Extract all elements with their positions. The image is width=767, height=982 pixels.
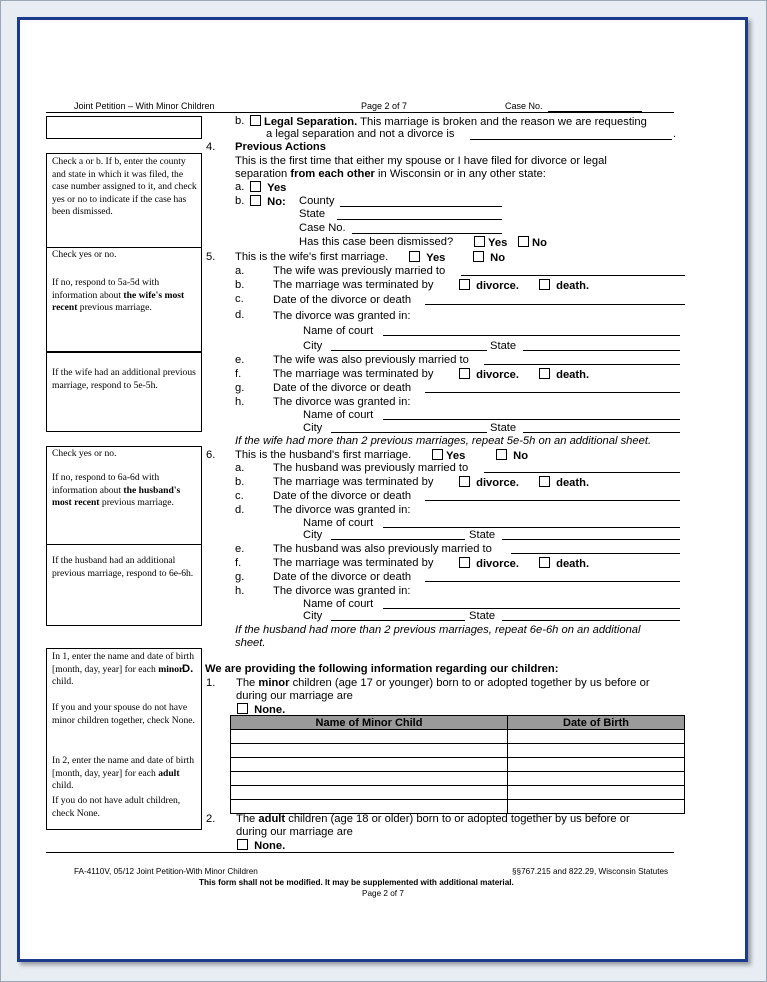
child-dob-cell[interactable] xyxy=(508,786,685,800)
s6-f-letter: f. xyxy=(235,557,242,569)
s5-f-death: death. xyxy=(539,368,589,382)
s6-e-field[interactable] xyxy=(511,553,680,554)
sidenote-box-3 xyxy=(46,352,202,432)
s6-city2-label: City xyxy=(303,610,323,622)
s6-state-label: State xyxy=(469,529,496,541)
table-row xyxy=(231,730,685,744)
s5-e-label: The wife was also previously married to xyxy=(273,354,469,366)
s6-e-letter: e. xyxy=(235,543,245,555)
s5-city-field[interactable] xyxy=(331,350,487,351)
s6-state-field[interactable] xyxy=(502,539,680,540)
sidenote-box-6 xyxy=(46,648,202,830)
s4-caseno-label: Case No. xyxy=(299,222,346,234)
s4-a-row: Yes xyxy=(250,181,286,195)
s6-e-label: The husband was also previously married to xyxy=(273,543,492,555)
s5-c-field[interactable] xyxy=(425,304,685,305)
sD-item1-line2: during our marriage are xyxy=(236,690,353,702)
sidenote-box-2 xyxy=(46,247,202,352)
child-dob-cell[interactable] xyxy=(508,772,685,786)
s6-c-field[interactable] xyxy=(425,500,680,501)
s5-a-letter: a. xyxy=(235,265,245,277)
sD-item1-line1: The minor children (age 17 or younger) born to or adopted together by us before or xyxy=(236,677,650,689)
s6-no: No xyxy=(496,449,528,463)
child-name-cell[interactable] xyxy=(231,786,508,800)
s6-d-letter: d. xyxy=(235,504,245,516)
sidenote-husband-additional: If the husband had an additional previous marriage, respond to 6e-6h. xyxy=(52,555,194,579)
sidenote-wife-additional: If the wife had an additional previous marriage, respond to 5e-5h. xyxy=(52,367,196,391)
s6-g-field[interactable] xyxy=(425,581,680,582)
sD-item1-none: None. xyxy=(237,703,285,717)
s5-c-letter: c. xyxy=(235,293,244,305)
s5-city2-field[interactable] xyxy=(331,432,487,433)
child-name-cell[interactable] xyxy=(231,800,508,814)
minor-children-table xyxy=(230,715,685,814)
s5-b-divorce: divorce. xyxy=(459,279,519,293)
s4-b-letter: b. xyxy=(235,195,245,207)
child-dob-cell[interactable] xyxy=(508,744,685,758)
s4-county-field[interactable] xyxy=(340,206,502,207)
child-dob-cell[interactable] xyxy=(508,758,685,772)
header-rule xyxy=(46,112,674,113)
s6-num: 6. xyxy=(206,449,216,461)
s5-c-label: Date of the divorce or death xyxy=(273,294,412,306)
header-case-label: Case No. xyxy=(505,101,543,111)
s5-a-field[interactable] xyxy=(461,275,685,276)
sidenote-children-4: If you do not have adult children, check None. xyxy=(52,795,181,819)
sD-letter: D. xyxy=(182,663,194,675)
child-dob-cell[interactable] xyxy=(508,800,685,814)
s6-b-death: death. xyxy=(539,476,589,490)
sidenote-wife-previous: If no, respond to 5a-5d with information about the wife's most recent previous marriage. xyxy=(52,277,185,314)
s4-no-checkbox[interactable] xyxy=(250,195,261,206)
footer-statutes: §§767.215 and 822.29, Wisconsin Statutes xyxy=(512,867,669,876)
table-row xyxy=(231,744,685,758)
sD-item2-none-checkbox[interactable] xyxy=(237,839,248,850)
header-page: Page 2 of 7 xyxy=(361,101,408,111)
s5-f-label: The marriage was terminated by xyxy=(273,368,434,380)
s6-h-label: The divorce was granted in: xyxy=(273,585,411,597)
s4-line1: This is the first time that either my spouse or I have filed for divorce or legal xyxy=(235,155,607,167)
sD-item1-num: 1. xyxy=(206,677,216,689)
table-header-row xyxy=(231,716,685,730)
s6-city-label: City xyxy=(303,529,323,541)
s5-court2-field[interactable] xyxy=(383,419,680,420)
s6-b-divorce-checkbox[interactable] xyxy=(459,476,470,487)
s4-yes-checkbox[interactable] xyxy=(250,181,261,192)
s6-f-death-checkbox[interactable] xyxy=(539,557,550,568)
s5-note: If the wife had more than 2 previous marriages, repeat 5e-5h on an additional sheet. xyxy=(235,435,652,447)
s6-h-letter: h. xyxy=(235,585,245,597)
s6-a-letter: a. xyxy=(235,462,245,474)
s4-title: Previous Actions xyxy=(235,141,326,153)
s5-yes: Yes xyxy=(409,251,445,265)
s5-court-field[interactable] xyxy=(383,335,680,336)
child-name-cell[interactable] xyxy=(231,730,508,744)
s5-f-death-checkbox[interactable] xyxy=(539,368,550,379)
s5-no-checkbox[interactable] xyxy=(473,251,484,262)
s6-b-label: The marriage was terminated by xyxy=(273,476,434,488)
s5-g-label: Date of the divorce or death xyxy=(273,382,412,394)
sD-title: We are providing the following information regarding our children: xyxy=(205,663,559,675)
s5-state2-label: State xyxy=(490,422,517,434)
footer-rule xyxy=(46,852,674,853)
s4-state-field[interactable] xyxy=(337,219,502,220)
s5-court2-label: Name of court xyxy=(303,409,374,421)
col-name-of-minor-child: Name of Minor Child xyxy=(231,716,508,730)
sD-item2-line1: The adult children (age 18 or older) born to or adopted together by us before or xyxy=(236,813,630,825)
s6-city2-field[interactable] xyxy=(331,620,465,621)
s5-f-letter: f. xyxy=(235,368,242,380)
s4-dismissed-yes: Yes xyxy=(474,236,507,250)
s5-no: No xyxy=(473,251,505,265)
s5-g-field[interactable] xyxy=(425,392,680,393)
s6-title: This is the husband's first marriage. xyxy=(235,449,412,461)
s6-b-divorce: divorce. xyxy=(459,476,519,490)
s4-b-row: No: xyxy=(250,195,286,209)
s6-a-label: The husband was previously married to xyxy=(273,462,469,474)
s4-a-letter: a. xyxy=(235,181,245,193)
s5-b-letter: b. xyxy=(235,279,245,291)
s4-state-label: State xyxy=(299,208,326,220)
sidenote-children-2: If you and your spouse do not have minor children together, check None. xyxy=(52,702,195,726)
sidenote-children-3: In 2, enter the name and date of birth [month, day, year] for each adult child. xyxy=(52,755,194,792)
s4-line2: separation from each other in Wisconsin or in any other state: xyxy=(235,168,546,180)
child-name-cell[interactable] xyxy=(231,744,508,758)
s5-f-divorce-checkbox[interactable] xyxy=(459,368,470,379)
s5-b-death-checkbox[interactable] xyxy=(539,279,550,290)
s5-state-label: State xyxy=(490,340,517,352)
table-row xyxy=(231,772,685,786)
s6-d-label: The divorce was granted in: xyxy=(273,504,411,516)
s6-court2-field[interactable] xyxy=(383,608,680,609)
s6-state2-label: State xyxy=(469,610,496,622)
s4-dismissed-no: No xyxy=(518,236,547,250)
legal-sep-letter: b. xyxy=(235,115,245,127)
table-row xyxy=(231,786,685,800)
s5-d-label: The divorce was granted in: xyxy=(273,310,411,322)
s6-b-letter: b. xyxy=(235,476,245,488)
sidenote-check-yes-no: Check yes or no. xyxy=(52,249,117,260)
s6-note-line1: If the husband had more than 2 previous marriages, repeat 6e-6h on an additional xyxy=(235,624,641,636)
footer-notice: This form shall not be modified. It may be supplemented with additional material. xyxy=(199,878,514,887)
s4-county-label: County xyxy=(299,195,335,207)
legal-sep-period: . xyxy=(673,128,677,140)
sidenote-box-5 xyxy=(46,544,202,626)
s6-a-field[interactable] xyxy=(484,472,680,473)
s5-f-divorce: divorce. xyxy=(459,368,519,382)
sD-item2-none: None. xyxy=(237,839,285,853)
s4-caseno-field[interactable] xyxy=(352,233,502,234)
s4-dismissed-no-checkbox[interactable] xyxy=(518,236,529,247)
s6-g-label: Date of the divorce or death xyxy=(273,571,412,583)
s5-b-death: death. xyxy=(539,279,589,293)
legal-sep-reason-field[interactable] xyxy=(470,139,672,140)
s6-state2-field[interactable] xyxy=(502,620,680,621)
s4-dismissed-label: Has this case been dismissed? xyxy=(299,236,454,248)
sidenote-box-1 xyxy=(46,153,202,248)
s5-state-field[interactable] xyxy=(523,350,680,351)
sidenote-children-1: In 1, enter the name and date of birth [month, day, year] for each minor child. xyxy=(52,651,194,688)
s5-state2-field[interactable] xyxy=(523,432,680,433)
s5-city2-label: City xyxy=(303,422,323,434)
s6-b-death-checkbox[interactable] xyxy=(539,476,550,487)
s5-e-field[interactable] xyxy=(484,364,680,365)
s5-num: 5. xyxy=(206,251,216,263)
s6-court-label: Name of court xyxy=(303,517,374,529)
table-row xyxy=(231,758,685,772)
footer-form-id: FA-4110V, 05/12 Joint Petition-With Minor Children xyxy=(74,867,258,876)
s6-city-field[interactable] xyxy=(331,539,465,540)
s6-c-label: Date of the divorce or death xyxy=(273,490,412,502)
s6-f-label: The marriage was terminated by xyxy=(273,557,434,569)
s4-dismissed-yes-checkbox[interactable] xyxy=(474,236,485,247)
s6-yes-checkbox[interactable] xyxy=(432,449,443,460)
child-name-cell[interactable] xyxy=(231,758,508,772)
child-dob-cell[interactable] xyxy=(508,730,685,744)
s5-city-label: City xyxy=(303,340,323,352)
s6-f-divorce-checkbox[interactable] xyxy=(459,557,470,568)
footer-page: Page 2 of 7 xyxy=(362,889,404,898)
s5-b-divorce-checkbox[interactable] xyxy=(459,279,470,290)
s6-note-line2: sheet. xyxy=(235,637,266,649)
col-date-of-birth: Date of Birth xyxy=(508,716,685,730)
s6-yes: Yes xyxy=(432,449,465,463)
s6-court-field[interactable] xyxy=(383,527,680,528)
legal-sep-line2: a legal separation and not a divorce is xyxy=(266,128,455,140)
s5-h-label: The divorce was granted in: xyxy=(273,396,411,408)
sidenote-previous-actions: Check a or b. If b, enter the county and state in which it was filed, the case number assigned to it, and check yes or no to indicate if the case has been dismissed. xyxy=(52,156,197,218)
s6-f-divorce: divorce. xyxy=(459,557,519,571)
s6-court2-label: Name of court xyxy=(303,598,374,610)
sidenote-box-0 xyxy=(46,116,202,139)
s6-c-letter: c. xyxy=(235,490,244,502)
s5-g-letter: g. xyxy=(235,382,245,394)
s5-a-label: The wife was previously married to xyxy=(273,265,446,277)
s6-no-checkbox[interactable] xyxy=(496,449,507,460)
s4-num: 4. xyxy=(206,141,216,153)
s6-f-death: death. xyxy=(539,557,589,571)
sD-item2-num: 2. xyxy=(206,813,216,825)
s5-title: This is the wife's first marriage. xyxy=(235,251,389,263)
legal-sep-row: Legal Separation. This marriage is broken and the reason we are requesting xyxy=(250,115,647,129)
table-row xyxy=(231,800,685,814)
sidenote-check-yes-no-2: Check yes or no. xyxy=(52,448,117,459)
s5-d-letter: d. xyxy=(235,309,245,321)
sD-item2-line2: during our marriage are xyxy=(236,826,353,838)
s5-court-label: Name of court xyxy=(303,325,374,337)
s5-b-label: The marriage was terminated by xyxy=(273,279,434,291)
sD-item1-none-checkbox[interactable] xyxy=(237,703,248,714)
child-name-cell[interactable] xyxy=(231,772,508,786)
s5-e-letter: e. xyxy=(235,354,245,366)
legal-sep-checkbox[interactable] xyxy=(250,115,261,126)
s5-h-letter: h. xyxy=(235,396,245,408)
sidenote-husband-previous: If no, respond to 6a-6d with information about the husband's most recent previous marriage. xyxy=(52,472,181,509)
header-left: Joint Petition – With Minor Children xyxy=(74,101,215,111)
s6-g-letter: g. xyxy=(235,571,245,583)
sidenote-box-4 xyxy=(46,446,202,545)
s5-yes-checkbox[interactable] xyxy=(409,251,420,262)
